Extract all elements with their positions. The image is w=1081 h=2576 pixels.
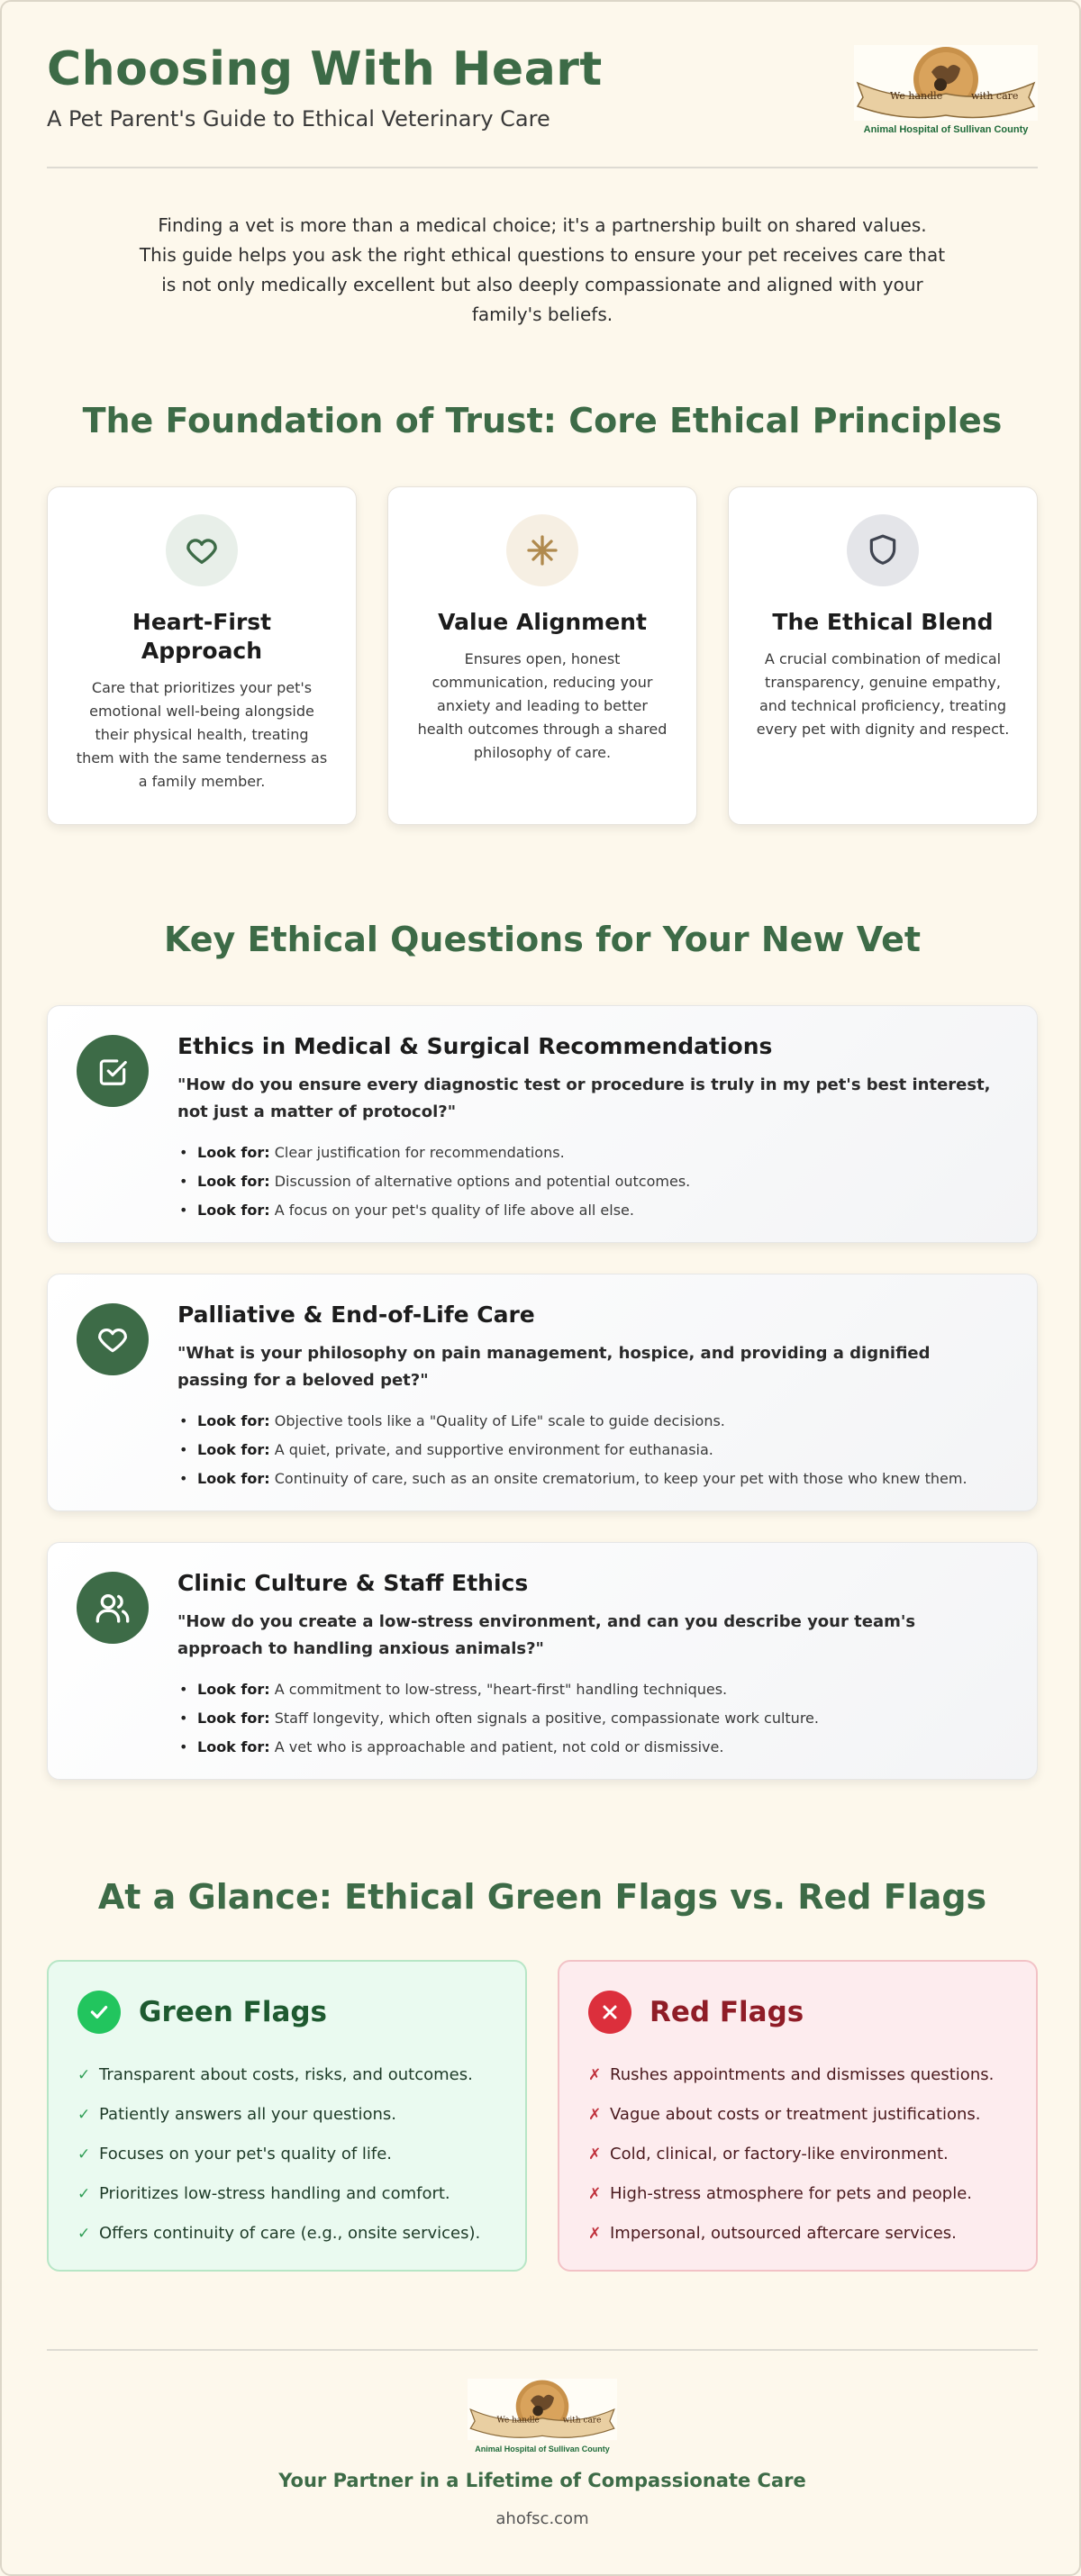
page-title: Choosing With Heart bbox=[47, 42, 603, 96]
list-item: ✗ Vague about costs or treatment justifications. bbox=[588, 2095, 1007, 2135]
cross-icon: ✗ bbox=[588, 2185, 602, 2203]
logo-banner-left: We handle bbox=[496, 2416, 540, 2426]
check-icon: ✓ bbox=[77, 2145, 91, 2163]
principle-card bbox=[728, 486, 1038, 825]
list-item: ✓ Prioritizes low-stress handling and comfort. bbox=[77, 2174, 496, 2214]
logo-banner-left: We handle bbox=[890, 90, 943, 102]
red-flags-card bbox=[558, 1960, 1038, 2272]
questions-heading: Key Ethical Questions for Your New Vet bbox=[163, 920, 922, 959]
header bbox=[47, 38, 1038, 168]
red-flags-title: Red Flags bbox=[650, 1996, 804, 2028]
principles-grid bbox=[47, 486, 1038, 825]
list-item: • Look for: Staff longevity, which often signals a positive, compassionate work culture. bbox=[177, 1704, 1006, 1733]
intro-text: Finding a vet is more than a medical choice; it's a partnership built on shared values. This guide helps you ask the right ethical questions to ensure your pet receives care that is not only medically excellent but also deeply compassionate and aligned with your family's beliefs. bbox=[139, 214, 946, 325]
list-item: • Look for: A commitment to low-stress, "heart-first" handling techniques. bbox=[177, 1675, 1006, 1704]
logo-graphic bbox=[854, 45, 1038, 121]
question-quote: "How do you ensure every diagnostic test or procedure is truly in my pet's best interest, not just a matter of protocol?" bbox=[177, 1075, 991, 1121]
checkbox-icon bbox=[77, 1035, 149, 1107]
question-title: Clinic Culture & Staff Ethics bbox=[177, 1570, 529, 1596]
red-flags-list bbox=[588, 2055, 1007, 2254]
list-item: ✗ Impersonal, outsourced aftercare services. bbox=[588, 2214, 1007, 2254]
footer-logo[interactable] bbox=[468, 2378, 617, 2454]
green-flags-list bbox=[77, 2055, 496, 2254]
logo-banner-right: with care bbox=[562, 2416, 602, 2426]
logo-caption: Animal Hospital of Sullivan County bbox=[863, 124, 1029, 135]
look-for-list bbox=[177, 1675, 1006, 1762]
look-for-list bbox=[177, 1138, 1006, 1225]
principles-heading: The Foundation of Trust: Core Ethical Principles bbox=[82, 401, 1003, 440]
sparkle-icon bbox=[506, 514, 578, 586]
principle-card bbox=[47, 486, 357, 825]
flags-heading: At a Glance: Ethical Green Flags vs. Red Flags bbox=[97, 1877, 987, 1917]
green-flags-title: Green Flags bbox=[139, 1996, 328, 2028]
question-quote: "What is your philosophy on pain management, hospice, and providing a dignified passing for a beloved pet?" bbox=[177, 1344, 931, 1390]
website-link[interactable]: ahofsc.com bbox=[495, 2509, 589, 2528]
principle-text: A crucial combination of medical transparency, genuine empathy, and technical proficiency, treating every pet with dignity and respect. bbox=[756, 650, 1010, 738]
footer-divider bbox=[47, 2349, 1038, 2351]
list-item: ✗ Cold, clinical, or factory-like environment. bbox=[588, 2135, 1007, 2174]
check-circle-icon bbox=[77, 1991, 121, 2034]
principle-title: Value Alignment bbox=[438, 609, 647, 635]
users-icon bbox=[77, 1572, 149, 1644]
principle-card bbox=[387, 486, 697, 825]
shield-icon bbox=[847, 514, 919, 586]
check-icon: ✓ bbox=[77, 2106, 91, 2124]
list-item: ✗ High-stress atmosphere for pets and people. bbox=[588, 2174, 1007, 2214]
principle-text: Ensures open, honest communication, reducing your anxiety and leading to better health outcomes through a shared philosophy of care. bbox=[417, 650, 668, 761]
question-title: Ethics in Medical & Surgical Recommendations bbox=[177, 1033, 773, 1059]
principle-text: Care that prioritizes your pet's emotional well-being alongside their physical health, treating them with the same tenderness as a family member. bbox=[76, 679, 328, 790]
logo-banner-right: with care bbox=[971, 90, 1019, 102]
list-item: • Look for: Clear justification for recommendations. bbox=[177, 1138, 1006, 1167]
page-subtitle: A Pet Parent's Guide to Ethical Veterinary Care bbox=[47, 106, 550, 132]
question-title: Palliative & End-of-Life Care bbox=[177, 1302, 535, 1328]
list-item: • Look for: Objective tools like a "Quality of Life" scale to guide decisions. bbox=[177, 1407, 1006, 1436]
look-for-list bbox=[177, 1407, 1006, 1493]
check-icon: ✓ bbox=[77, 2185, 91, 2203]
flags-grid bbox=[47, 1960, 1038, 2272]
question-card bbox=[47, 1005, 1038, 1243]
footer-tagline: Your Partner in a Lifetime of Compassionate Care bbox=[278, 2470, 806, 2491]
list-item: ✗ Rushes appointments and dismisses questions. bbox=[588, 2055, 1007, 2095]
cross-icon: ✗ bbox=[588, 2106, 602, 2124]
logo-graphic bbox=[468, 2378, 617, 2441]
check-icon: ✓ bbox=[77, 2225, 91, 2243]
x-circle-icon bbox=[588, 1991, 631, 2034]
cross-icon: ✗ bbox=[588, 2225, 602, 2243]
list-item: • Look for: Discussion of alternative options and potential outcomes. bbox=[177, 1167, 1006, 1196]
question-quote: "How do you create a low-stress environment, and can you describe your team's approach to handling anxious animals?" bbox=[177, 1612, 916, 1658]
list-item: ✓ Offers continuity of care (e.g., onsite services). bbox=[77, 2214, 496, 2254]
cross-icon: ✗ bbox=[588, 2066, 602, 2084]
principle-title: The Ethical Blend bbox=[772, 609, 994, 635]
hospital-logo[interactable] bbox=[854, 45, 1038, 135]
list-item: ✓ Transparent about costs, risks, and outcomes. bbox=[77, 2055, 496, 2095]
question-card bbox=[47, 1274, 1038, 1511]
list-item: • Look for: A focus on your pet's quality of life above all else. bbox=[177, 1196, 1006, 1225]
cross-icon: ✗ bbox=[588, 2145, 602, 2163]
list-item: • Look for: A quiet, private, and supportive environment for euthanasia. bbox=[177, 1436, 1006, 1465]
green-flags-card bbox=[47, 1960, 527, 2272]
check-icon: ✓ bbox=[77, 2066, 91, 2084]
question-card bbox=[47, 1542, 1038, 1780]
list-item: ✓ Patiently answers all your questions. bbox=[77, 2095, 496, 2135]
list-item: ✓ Focuses on your pet's quality of life. bbox=[77, 2135, 496, 2174]
list-item: • Look for: A vet who is approachable and patient, not cold or dismissive. bbox=[177, 1733, 1006, 1762]
logo-caption: Animal Hospital of Sullivan County bbox=[475, 2444, 610, 2454]
heart-icon bbox=[166, 514, 238, 586]
heart-icon bbox=[77, 1303, 149, 1375]
list-item: • Look for: Continuity of care, such as an onsite crematorium, to keep your pet with those who knew them. bbox=[177, 1465, 1006, 1493]
principle-title: Heart-First Approach bbox=[132, 609, 272, 664]
